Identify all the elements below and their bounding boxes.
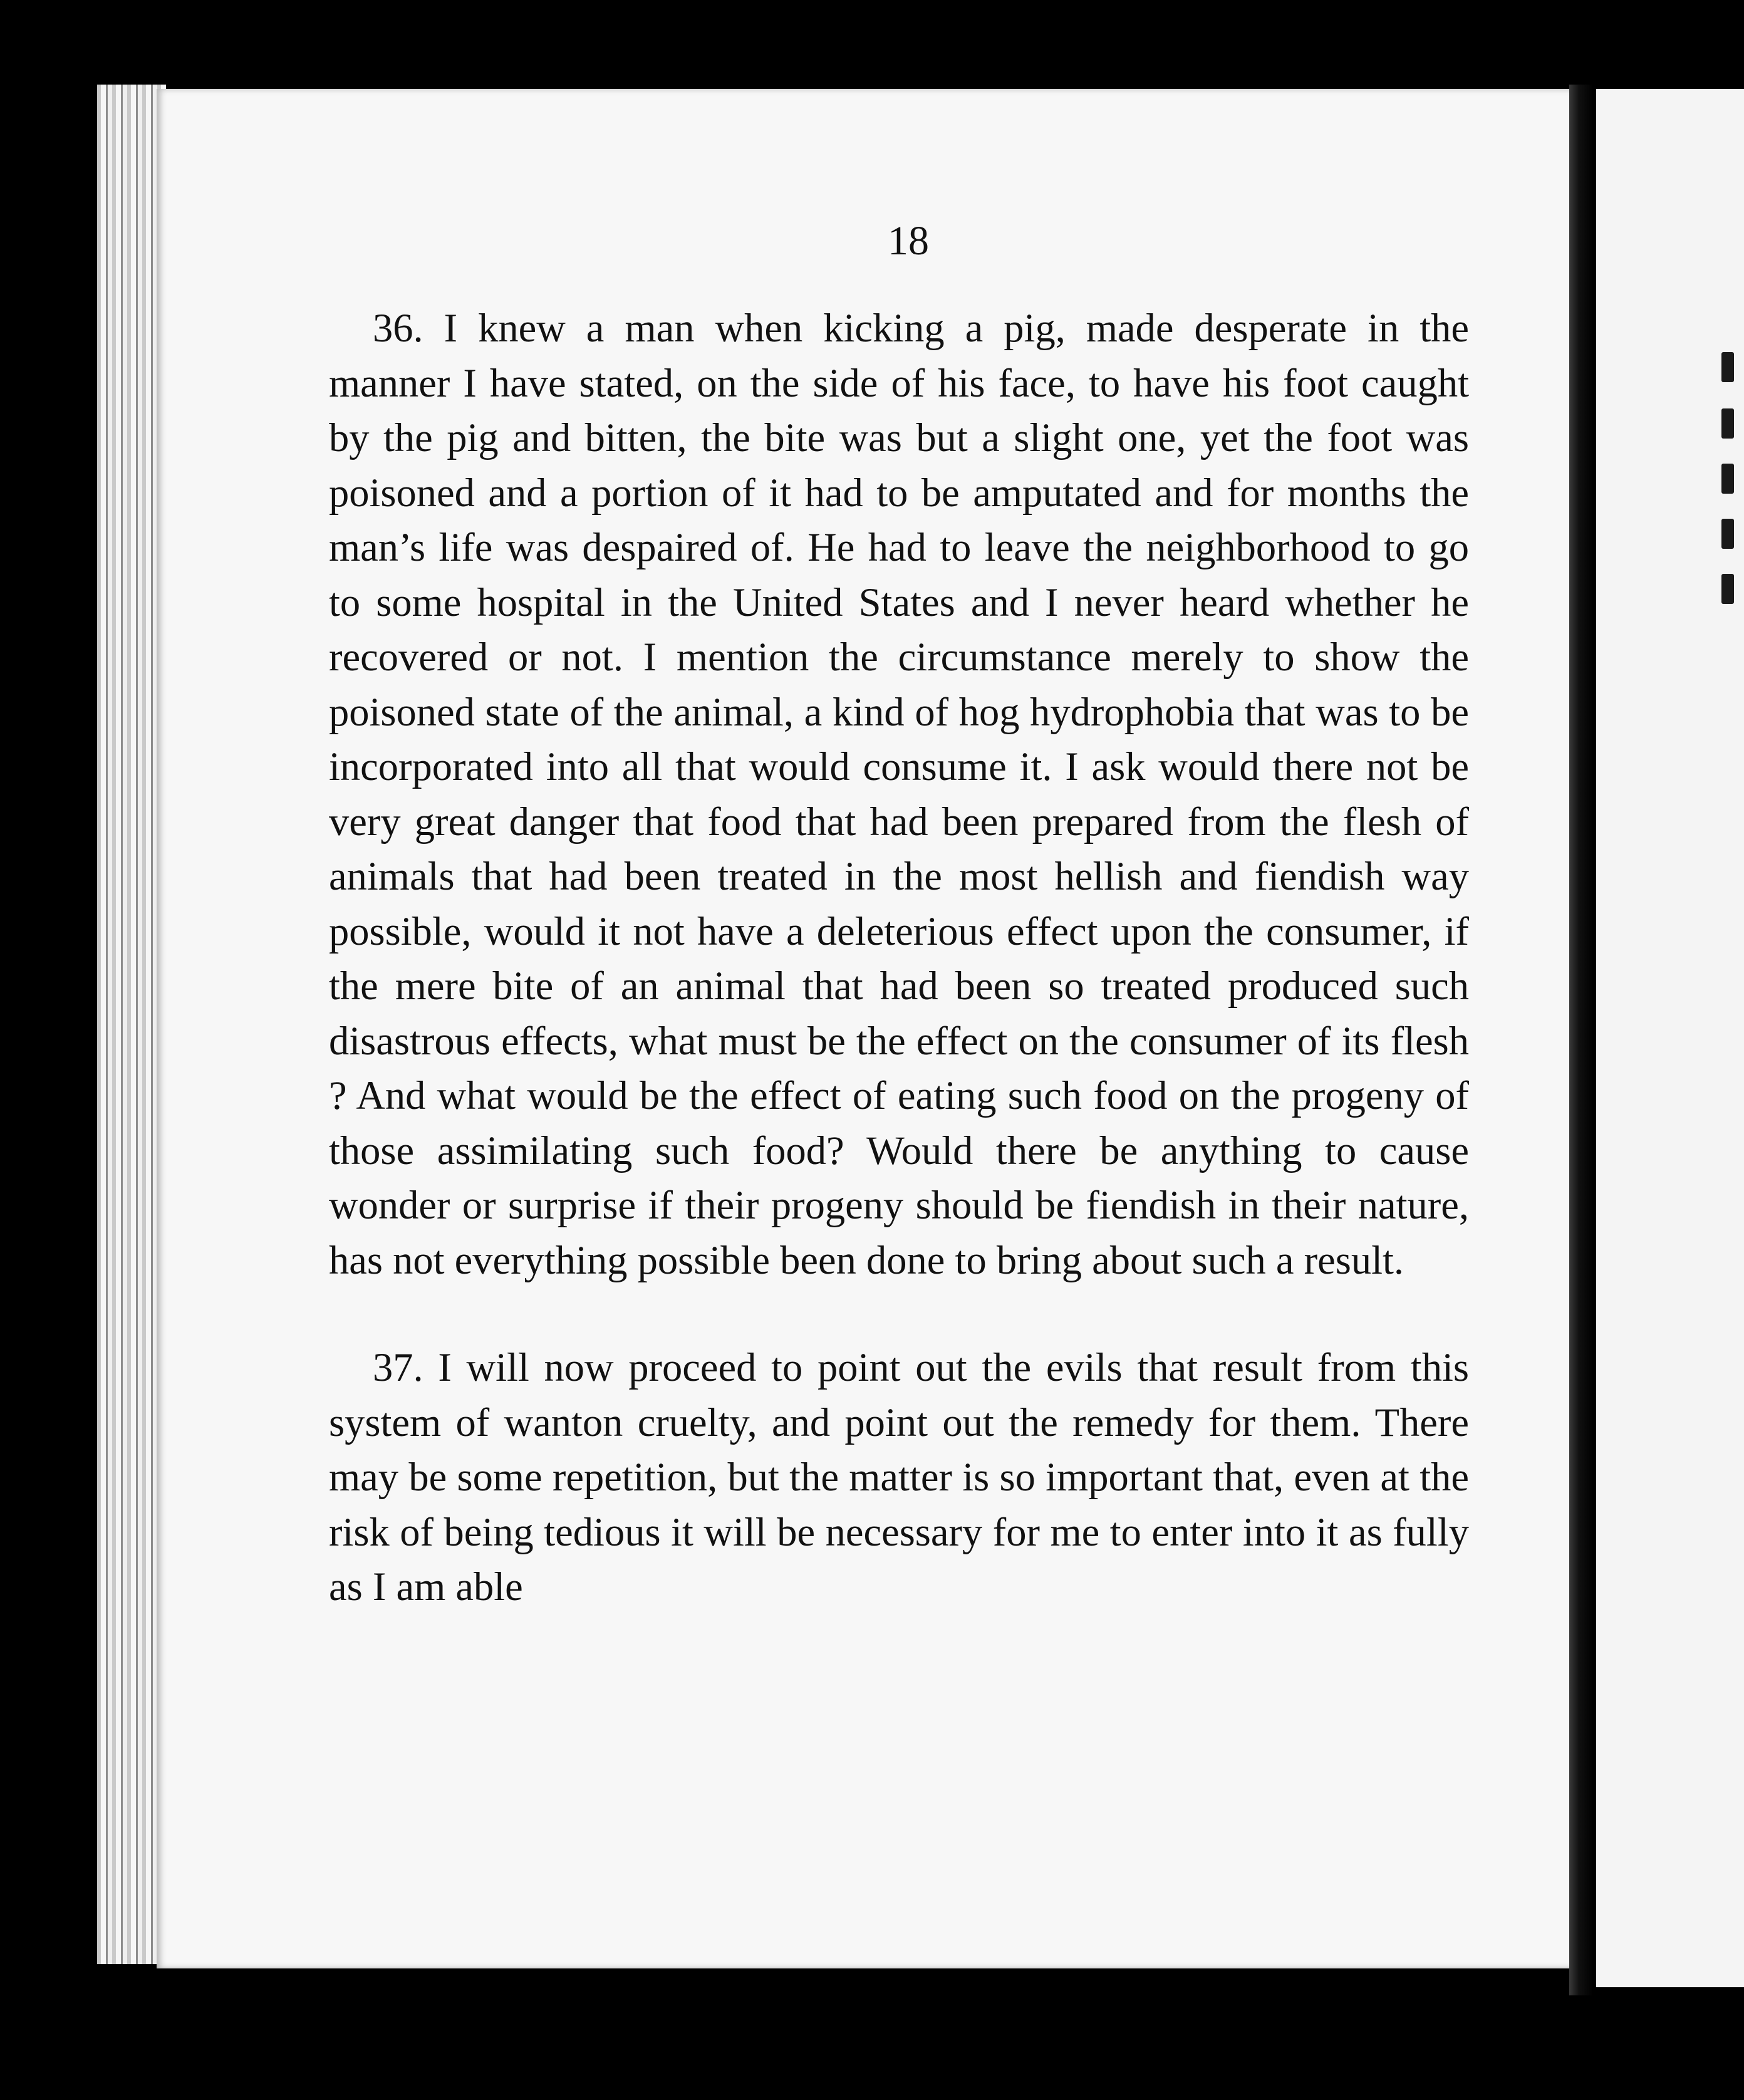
page-content [329, 207, 1469, 1614]
paragraph-37: 37. I will now proceed to point out the evils that result from this system of wanton cruelty, and point out the remedy for them. There may be some repetition, but the matter is so important that, even at the risk of being tedious it will be necessary for me to enter into it as fully as I am able [329, 1345, 1469, 1609]
paragraph-36: 36. I knew a man when kicking a pig, made desperate in the manner I have stated, on the side of his face, to have his foot caught by the pig and bitten, the bite was but a slight one, yet the foot was poisoned and a portion of it had to be amputated and for months the man’s life was despaired of. He had to leave the neighborhood to go to some hospital in the United States and I never heard whether he recovered or not. I mention the circumstance merely to show the poisoned state of the animal, a kind of hog hydrophobia that was to be incorporated into all that would consume it. I ask would there not be very great danger that food that had been prepared from the flesh of animals that had been treated in the most hellish and fiendish way possible, would it not have a deleterious effect upon the consumer, if the mere bite of an animal that had been so treated produced such disastrous effects, what must be the effect on the consumer of its flesh ? And what would be the effect of eating such food on the progeny of those assimilating such food? Would there be anything to cause wonder or surprise if their progeny should be fiendish in their nature, has not everything possible been done to bring about such a result. [329, 306, 1469, 1282]
book-gutter [1569, 85, 1593, 1995]
adjacent-page-edge [1596, 89, 1744, 1987]
adjacent-page-text-fragment [1721, 408, 1734, 439]
adjacent-page-text-fragment [1721, 464, 1734, 494]
adjacent-page-text-fragment [1721, 519, 1734, 549]
adjacent-page-text-fragment [1721, 574, 1734, 604]
page-edges [97, 85, 166, 1964]
page-number: 18 [888, 218, 929, 264]
adjacent-page-text-fragment [1721, 352, 1734, 382]
